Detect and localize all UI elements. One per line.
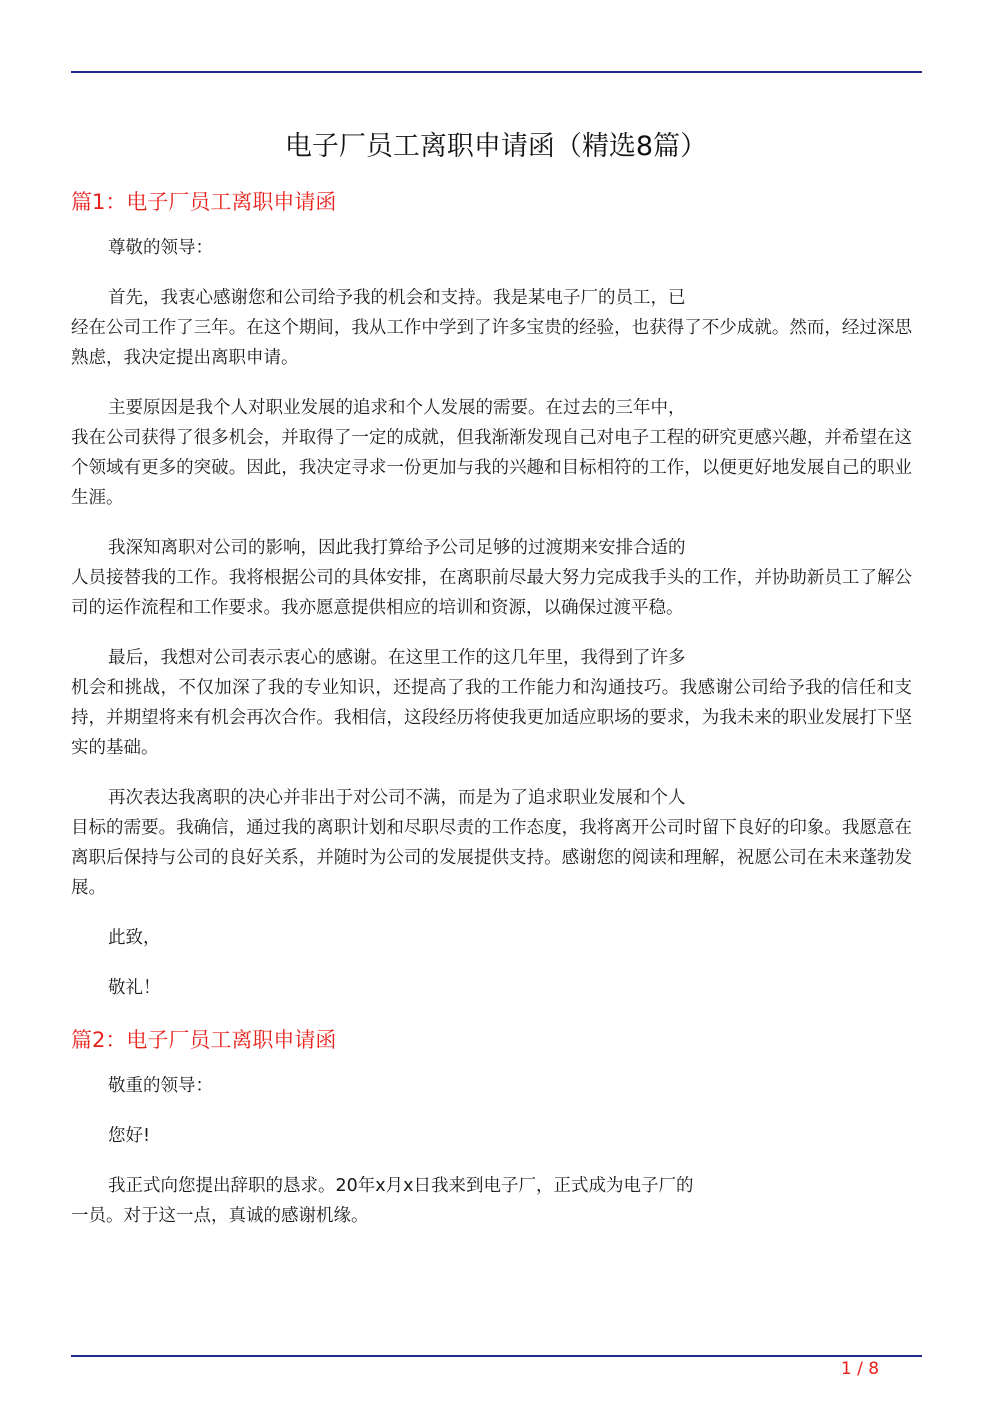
page-title: 电子厂员工离职申请函（精选8篇） xyxy=(284,131,708,162)
salutation xyxy=(71,233,912,263)
section-1 xyxy=(71,185,912,1003)
closing xyxy=(71,923,912,953)
document-body xyxy=(71,185,912,1251)
paragraph-first-line: 我正式向您提出辞职的恳求。20年x月x日我来到电子厂，正式成为电子厂的 xyxy=(108,1176,694,1196)
section-2 xyxy=(71,1023,912,1231)
paragraph-text: 人员接替我的工作。我将根据公司的具体安排，在离职前尽最大努力完成我手头的工作，并协助新员工了解公司的运作流程和工作要求。我亦愿意提供相应的培训和资源，以确保过渡平稳。 xyxy=(71,568,912,618)
paragraph-first-line: 首先，我衷心感谢您和公司给予我的机会和支持。我是某电子厂的员工，已 xyxy=(108,288,686,308)
closing xyxy=(71,973,912,1003)
paragraph-text: 一员。对于这一点，真诚的感谢机缘。 xyxy=(71,1206,369,1226)
paragraph-text: 尊敬的领导： xyxy=(108,238,213,258)
paragraph-text: 目标的需要。我确信，通过我的离职计划和尽职尽责的工作态度，我将离开公司时留下良好的印象。我愿意在离职后保持与公司的良好关系，并随时为公司的发展提供支持。感谢您的阅读和理解，祝愿公司在未来蓬勃发展。 xyxy=(71,818,912,898)
paragraph-text: 机会和挑战，不仅加深了我的专业知识，还提高了我的工作能力和沟通技巧。我感谢公司给予我的信任和支持，并期望将来有机会再次合作。我相信，这段经历将使我更加适应职场的要求，为我未来的职业发展打下坚实的基础。 xyxy=(71,678,912,758)
paragraph-first-line: 再次表达我离职的决心并非出于对公司不满，而是为了追求职业发展和个人 xyxy=(108,788,686,808)
paragraph xyxy=(71,533,912,623)
paragraph xyxy=(71,643,912,763)
page-number: 1 / 8 xyxy=(840,1359,880,1379)
salutation xyxy=(71,1071,912,1101)
paragraph-text: 此致， xyxy=(108,928,161,948)
header-rule xyxy=(71,71,922,73)
paragraph xyxy=(71,1171,912,1231)
paragraph-text: 您好! xyxy=(108,1126,151,1146)
paragraph xyxy=(71,393,912,513)
paragraph xyxy=(71,283,912,373)
footer-rule xyxy=(71,1355,922,1357)
paragraph-text: 经在公司工作了三年。在这个期间，我从工作中学到了许多宝贵的经验，也获得了不少成就。然而，经过深思熟虑，我决定提出离职申请。 xyxy=(71,318,912,368)
paragraph-first-line: 最后，我想对公司表示衷心的感谢。在这里工作的这几年里，我得到了许多 xyxy=(108,648,686,668)
paragraph-text: 我在公司获得了很多机会，并取得了一定的成就，但我渐渐发现自己对电子工程的研究更感兴趣，并希望在这个领域有更多的突破。因此，我决定寻求一份更加与我的兴趣和目标相符的工作，以便更好地发展自己的职业生涯。 xyxy=(71,428,912,508)
paragraph-text: 敬重的领导： xyxy=(108,1076,213,1096)
section-heading: 篇1：电子厂员工离职申请函 xyxy=(71,190,337,214)
paragraph-first-line: 主要原因是我个人对职业发展的追求和个人发展的需要。在过去的三年中， xyxy=(108,398,686,418)
section-heading: 篇2：电子厂员工离职申请函 xyxy=(71,1028,337,1052)
greeting xyxy=(71,1121,912,1151)
paragraph-first-line: 我深知离职对公司的影响，因此我打算给予公司足够的过渡期来安排合适的 xyxy=(108,538,686,558)
paragraph xyxy=(71,783,912,903)
paragraph-text: 敬礼！ xyxy=(108,978,161,998)
